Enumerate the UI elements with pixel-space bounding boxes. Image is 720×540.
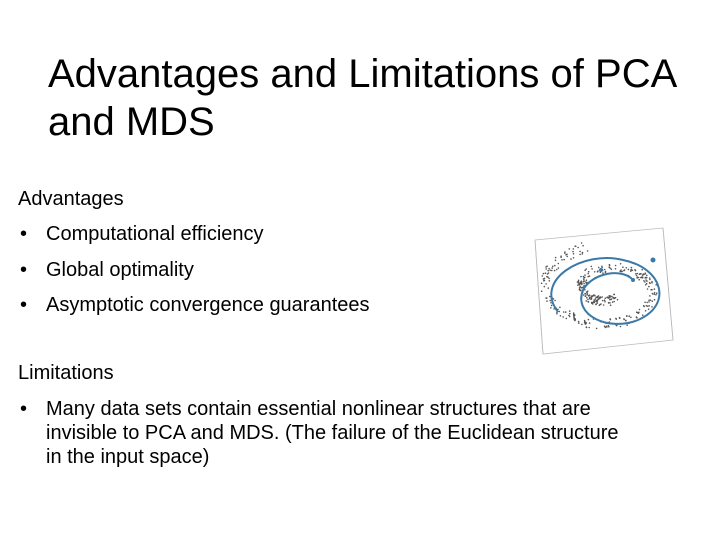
scatter-point [556, 313, 558, 315]
scatter-point [615, 265, 617, 267]
scatter-point [647, 305, 649, 307]
scatter-point [626, 324, 628, 326]
scatter-point [613, 301, 615, 303]
scatter-point [603, 304, 605, 306]
scatter-point [583, 294, 585, 296]
scatter-point [609, 299, 611, 301]
scatter-point [555, 260, 557, 262]
scatter-point [636, 275, 638, 277]
scatter-point [644, 281, 646, 283]
scatter-point [578, 282, 580, 284]
scatter-point [573, 257, 575, 259]
scatter-point [587, 273, 589, 275]
scatter-point [585, 268, 587, 270]
scatter-point [581, 242, 583, 244]
scatter-point [648, 305, 650, 307]
scatter-point [620, 269, 622, 271]
scatter-point [581, 280, 583, 282]
advantages-heading: Advantages [18, 188, 124, 210]
scatter-point [578, 321, 580, 323]
scatter-point [654, 288, 656, 290]
scatter-point [581, 287, 583, 289]
scatter-point [635, 270, 637, 272]
scatter-point [544, 286, 546, 288]
scatter-point [588, 327, 590, 329]
scatter-point [622, 266, 624, 268]
scatter-point [641, 269, 643, 271]
scatter-point [541, 283, 543, 285]
scatter-point [609, 295, 611, 297]
scatter-point [609, 265, 611, 267]
scatter-point [628, 315, 630, 317]
scatter-point [568, 315, 570, 317]
scatter-point [582, 253, 584, 255]
scatter-point [587, 276, 589, 278]
scatter-point [628, 269, 630, 271]
scatter-point [637, 276, 639, 278]
scatter-point [547, 276, 549, 278]
scatter-point [615, 318, 617, 320]
scatter-point [584, 277, 586, 279]
scatter-point [615, 297, 617, 299]
scatter-point [638, 312, 640, 314]
scatter-point [604, 325, 606, 327]
scatter-point [648, 299, 650, 301]
scatter-point [565, 254, 567, 256]
scatter-point [551, 270, 553, 272]
scatter-point [649, 277, 651, 279]
scatter-point [570, 258, 572, 260]
scatter-point [562, 316, 564, 318]
scatter-point [564, 252, 566, 254]
scatter-point [611, 298, 613, 300]
scatter-point [563, 259, 565, 261]
scatter-point [637, 273, 639, 275]
scatter-point [645, 272, 647, 274]
scatter-point [551, 305, 553, 307]
scatter-point [542, 275, 544, 277]
scatter-point [549, 270, 551, 272]
scatter-point [652, 293, 654, 295]
scatter-point [578, 280, 580, 282]
scatter-point [581, 324, 583, 326]
scatter-point [577, 247, 579, 249]
scatter-point [644, 302, 646, 304]
scatter-point [623, 270, 625, 272]
scatter-point [611, 296, 613, 298]
scatter-point [543, 280, 545, 282]
scatter-point [583, 280, 585, 282]
scatter-point [591, 268, 593, 270]
scatter-point [630, 317, 632, 319]
scatter-point [589, 294, 591, 296]
scatter-point [579, 283, 581, 285]
scatter-point [544, 278, 546, 280]
scatter-point [615, 268, 617, 270]
bullet-text: Many data sets contain essential nonlinear structures that are invisible to PCA and MDS. (The failure of the Euclidean structure in the input space) [46, 398, 619, 468]
bullet-text: Asymptotic convergence guarantees [46, 294, 370, 316]
scatter-point [643, 306, 645, 308]
scatter-point [614, 294, 616, 296]
scatter-point [546, 300, 548, 302]
scatter-point [608, 266, 610, 268]
scatter-point [551, 267, 553, 269]
scatter-point [582, 245, 584, 247]
scatter-point [586, 279, 588, 281]
slide-title: Advantages and Limitations of PCA and MDS [48, 52, 676, 144]
scatter-point [608, 325, 610, 327]
scatter-point [646, 275, 648, 277]
scatter-point [617, 299, 619, 301]
bullet-text: Computational efficiency [46, 223, 264, 245]
scatter-point [589, 322, 591, 324]
scatter-point [587, 250, 589, 252]
scatter-point [573, 312, 575, 314]
scatter-point [604, 269, 606, 271]
scatter-point [548, 268, 550, 270]
scatter-point [631, 267, 633, 269]
scatter-point [587, 299, 589, 301]
scatter-point [595, 304, 597, 306]
scatter-point [546, 265, 548, 267]
scatter-point [606, 326, 608, 328]
scatter-point [543, 273, 545, 275]
scatter-point [555, 257, 557, 259]
scatter-point [587, 301, 589, 303]
scatter-point [593, 294, 595, 296]
scatter-point [642, 277, 644, 279]
scatter-point [558, 267, 560, 269]
scatter-point [604, 301, 606, 303]
scatter-point [601, 267, 603, 269]
scatter-point [594, 271, 596, 273]
scatter-point [585, 281, 587, 283]
scatter-point [569, 313, 571, 315]
advantages-list [18, 222, 370, 329]
scatter-point [599, 297, 601, 299]
scatter-point [584, 320, 586, 322]
scatter-point [586, 326, 588, 328]
scatter-point [606, 297, 608, 299]
scatter-point [586, 294, 588, 296]
scatter-point [630, 269, 632, 271]
scatter-point [648, 286, 650, 288]
scatter-point [549, 300, 551, 302]
list-item [18, 293, 370, 317]
scatter-point [559, 307, 561, 309]
scatter-point [636, 317, 638, 319]
scatter-point [654, 292, 656, 294]
scatter-point [586, 292, 588, 294]
scatter-point [604, 299, 606, 301]
scatter-point [569, 248, 571, 250]
scatter-point [651, 281, 653, 283]
scatter-point [600, 303, 602, 305]
scatter-point [598, 267, 600, 269]
scatter-point [642, 314, 644, 316]
scatter-point [561, 259, 563, 261]
scatter-point [578, 283, 580, 285]
scatter-point [552, 266, 554, 268]
scatter-point [584, 270, 586, 272]
scatter-point [573, 253, 575, 255]
scatter-point [585, 295, 587, 297]
scatter-point [601, 296, 603, 298]
scatter-point [626, 315, 628, 317]
scatter-point [597, 302, 599, 304]
scatter-point [623, 318, 625, 320]
scatter-point [584, 293, 586, 295]
bullet-text: Global optimality [46, 258, 194, 281]
scatter-point [559, 311, 561, 313]
scatter-point [589, 297, 591, 299]
scatter-point [584, 322, 586, 324]
scatter-point [586, 297, 588, 299]
scatter-point [646, 305, 648, 307]
scatter-point [547, 270, 549, 272]
scatter-point [626, 267, 628, 269]
scatter-point [583, 278, 585, 280]
scatter-point [549, 280, 551, 282]
scatter-point [565, 311, 567, 313]
bullet-icon: • [20, 258, 28, 281]
list-item [18, 397, 638, 469]
scatter-point [650, 299, 652, 301]
scatter-point [591, 266, 593, 268]
scatter-point [588, 319, 590, 321]
scatter-point [643, 274, 645, 276]
scatter-point [578, 322, 580, 324]
scatter-point [583, 276, 585, 278]
scatter-point [545, 283, 547, 285]
scatter-point [646, 302, 648, 304]
scatter-point [647, 288, 649, 290]
scatter-point [541, 290, 543, 292]
scatter-point [575, 246, 577, 248]
scatter-point [654, 294, 656, 296]
scatter-point [566, 318, 568, 320]
scatter-point [548, 278, 550, 280]
scatter-point [645, 284, 647, 286]
scatter-point [569, 310, 571, 312]
scatter-point [625, 320, 627, 322]
scatter-point [556, 269, 558, 271]
scatter-point [620, 263, 622, 265]
scatter-point [654, 299, 656, 301]
scatter-point [545, 297, 547, 299]
scatter-point [554, 300, 556, 302]
scatter-point [602, 300, 604, 302]
scatter-point [560, 315, 562, 317]
scatter-point [587, 290, 589, 292]
bullet-icon: • [20, 294, 28, 316]
scatter-point [649, 295, 651, 297]
list-item [18, 222, 370, 246]
list-item [18, 258, 370, 282]
scatter-point [598, 295, 600, 297]
scatter-point [640, 277, 642, 279]
scatter-point [588, 271, 590, 273]
scatter-point [584, 274, 586, 276]
bullet-icon: • [20, 223, 28, 245]
scatter-point [579, 251, 581, 253]
scatter-point [580, 276, 582, 278]
scatter-point [656, 292, 658, 294]
scatter-point [649, 279, 651, 281]
scatter-point [591, 295, 593, 297]
scatter-point [651, 289, 653, 291]
scatter-point [644, 277, 646, 279]
scatter-point [648, 308, 650, 310]
scatter-point [635, 273, 637, 275]
scatter-point [558, 263, 560, 265]
scatter-point [579, 254, 581, 256]
scatter-point [545, 272, 547, 274]
scatter-point [645, 279, 647, 281]
scatter-point [593, 301, 595, 303]
scatter-point [651, 306, 653, 308]
scatter-point [611, 269, 613, 271]
scatter-point [645, 310, 647, 312]
scatter-point [585, 300, 587, 302]
scatter-point [560, 255, 562, 257]
scatter-point [573, 248, 575, 250]
scatter-point [581, 282, 583, 284]
scatter-point [652, 300, 654, 302]
bullet-icon: • [20, 398, 28, 420]
scatter-point [550, 307, 552, 309]
limitations-heading: Limitations [18, 362, 114, 384]
scatter-point [621, 271, 623, 273]
scatter-point [591, 298, 593, 300]
scatter-point [583, 283, 585, 285]
scatter-point [597, 297, 599, 299]
scatter-point [554, 270, 556, 272]
scatter-point [638, 279, 640, 281]
scatter-point [548, 287, 550, 289]
scatter-point [574, 318, 576, 320]
scatter-point [639, 309, 641, 311]
scatter-point [545, 268, 547, 270]
scatter-point [613, 297, 615, 299]
scatter-point [648, 301, 650, 303]
scatter-point [597, 270, 599, 272]
scatter-point [554, 265, 556, 267]
scatter-point [566, 256, 568, 258]
scatter-point [619, 317, 621, 319]
scatter-point [655, 294, 657, 296]
scatter-point [563, 311, 565, 313]
scatter-point [610, 304, 612, 306]
scatter-point [612, 301, 614, 303]
scatter-point [596, 328, 598, 330]
scatter-point [572, 251, 574, 253]
scatter-point [649, 282, 651, 284]
scatter-point [620, 326, 622, 328]
swiss-roll-figure [513, 220, 683, 358]
scatter-point [608, 302, 610, 304]
scatter-point [609, 318, 611, 320]
scatter-point [605, 271, 607, 273]
scatter-point [574, 314, 576, 316]
limitations-list [18, 397, 638, 469]
scatter-point [602, 272, 604, 274]
scatter-point [596, 301, 598, 303]
scatter-point [579, 289, 581, 291]
scatter-point [605, 297, 607, 299]
scatter-point [639, 273, 641, 275]
scatter-point [548, 272, 550, 274]
